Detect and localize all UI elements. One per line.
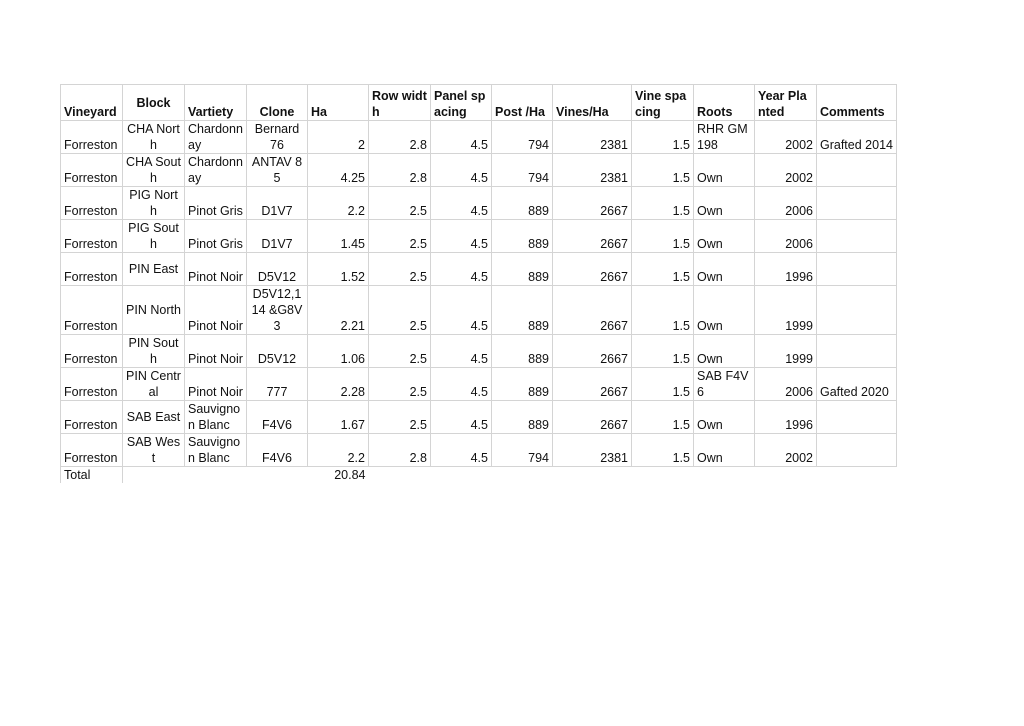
cell-ha: 4.25 <box>308 154 369 187</box>
cell-vines-ha: 2667 <box>553 187 632 220</box>
cell-row-width: 2.5 <box>369 335 431 368</box>
header-year-planted: Year Planted <box>755 85 817 121</box>
cell-row-width: 2.8 <box>369 434 431 467</box>
cell-roots: Own <box>694 286 755 335</box>
cell-clone: D5V12 <box>247 253 308 286</box>
header-roots: Roots <box>694 85 755 121</box>
cell-block: PIN North <box>123 286 185 335</box>
cell-vineyard: Forreston <box>61 368 123 401</box>
cell-comments <box>817 434 897 467</box>
cell-variety: Pinot Noir <box>185 368 247 401</box>
cell-vineyard: Forreston <box>61 401 123 434</box>
cell-clone: Bernard 76 <box>247 121 308 154</box>
cell-ha: 2.2 <box>308 187 369 220</box>
cell-panel-spacing: 4.5 <box>431 187 492 220</box>
cell-vines-ha: 2667 <box>553 335 632 368</box>
cell-post-ha: 889 <box>492 187 553 220</box>
cell-clone: F4V6 <box>247 401 308 434</box>
cell-year-planted: 2002 <box>755 434 817 467</box>
cell-block: CHA North <box>123 121 185 154</box>
header-clone: Clone <box>247 85 308 121</box>
cell-roots: Own <box>694 335 755 368</box>
header-vines-ha: Vines/Ha <box>553 85 632 121</box>
header-row <box>61 85 897 121</box>
cell-clone: F4V6 <box>247 434 308 467</box>
cell-comments <box>817 253 897 286</box>
cell-comments <box>817 286 897 335</box>
cell-post-ha: 794 <box>492 434 553 467</box>
cell-block: PIG North <box>123 187 185 220</box>
cell-row-width: 2.5 <box>369 401 431 434</box>
cell-year-planted: 2006 <box>755 187 817 220</box>
cell-roots: Own <box>694 253 755 286</box>
cell-post-ha: 889 <box>492 401 553 434</box>
cell-variety: Chardonnay <box>185 154 247 187</box>
table-body <box>61 121 897 467</box>
cell-panel-spacing: 4.5 <box>431 253 492 286</box>
cell-vine-spacing: 1.5 <box>632 434 694 467</box>
cell-vine-spacing: 1.5 <box>632 220 694 253</box>
cell-panel-spacing: 4.5 <box>431 220 492 253</box>
cell-ha: 2.2 <box>308 434 369 467</box>
cell-roots: Own <box>694 187 755 220</box>
cell-clone: ANTAV 85 <box>247 154 308 187</box>
cell-year-planted: 2006 <box>755 220 817 253</box>
cell-row-width: 2.8 <box>369 121 431 154</box>
cell-year-planted: 2002 <box>755 154 817 187</box>
cell-comments <box>817 220 897 253</box>
cell-vines-ha: 2667 <box>553 286 632 335</box>
cell-vine-spacing: 1.5 <box>632 401 694 434</box>
cell-year-planted: 1999 <box>755 286 817 335</box>
cell-vine-spacing: 1.5 <box>632 286 694 335</box>
cell-post-ha: 889 <box>492 253 553 286</box>
cell-row-width: 2.8 <box>369 154 431 187</box>
cell-row-width: 2.5 <box>369 368 431 401</box>
cell-vineyard: Forreston <box>61 434 123 467</box>
cell-year-planted: 1996 <box>755 253 817 286</box>
table-row <box>61 121 897 154</box>
table-row <box>61 187 897 220</box>
cell-comments: Gafted 2020 <box>817 368 897 401</box>
cell-block: PIG South <box>123 220 185 253</box>
cell-variety: Pinot Gris <box>185 187 247 220</box>
cell-roots: Own <box>694 220 755 253</box>
table-row <box>61 220 897 253</box>
header-vineyard: Vineyard <box>61 85 123 121</box>
cell-roots: Own <box>694 154 755 187</box>
cell-panel-spacing: 4.5 <box>431 368 492 401</box>
vineyard-blocks-table <box>60 84 897 483</box>
cell-post-ha: 889 <box>492 220 553 253</box>
cell-variety: Pinot Noir <box>185 286 247 335</box>
cell-vines-ha: 2667 <box>553 401 632 434</box>
cell-panel-spacing: 4.5 <box>431 154 492 187</box>
cell-year-planted: 2006 <box>755 368 817 401</box>
cell-vineyard: Forreston <box>61 187 123 220</box>
cell-block: PIN South <box>123 335 185 368</box>
total-ha: 20.84 <box>334 468 366 482</box>
header-ha: Ha <box>308 85 369 121</box>
cell-block: SAB East <box>123 401 185 434</box>
cell-clone: 777 <box>247 368 308 401</box>
cell-vine-spacing: 1.5 <box>632 187 694 220</box>
table-row <box>61 368 897 401</box>
cell-row-width: 2.5 <box>369 220 431 253</box>
cell-vines-ha: 2667 <box>553 253 632 286</box>
cell-block: PIN Central <box>123 368 185 401</box>
cell-vines-ha: 2667 <box>553 368 632 401</box>
cell-vine-spacing: 1.5 <box>632 121 694 154</box>
header-comments: Comments <box>817 85 897 121</box>
cell-vine-spacing: 1.5 <box>632 368 694 401</box>
total-row <box>61 467 897 484</box>
header-post-ha: Post /Ha <box>492 85 553 121</box>
cell-variety: Sauvignon Blanc <box>185 401 247 434</box>
cell-variety: Sauvignon Blanc <box>185 434 247 467</box>
table-row <box>61 253 897 286</box>
cell-vineyard: Forreston <box>61 335 123 368</box>
cell-comments <box>817 401 897 434</box>
header-block: Block <box>123 85 185 121</box>
cell-roots: Own <box>694 434 755 467</box>
cell-panel-spacing: 4.5 <box>431 286 492 335</box>
cell-ha: 1.45 <box>308 220 369 253</box>
cell-clone: D5V12,114 &G8V3 <box>247 286 308 335</box>
cell-vine-spacing: 1.5 <box>632 154 694 187</box>
cell-variety: Pinot Noir <box>185 335 247 368</box>
cell-row-width: 2.5 <box>369 286 431 335</box>
cell-clone: D1V7 <box>247 187 308 220</box>
cell-panel-spacing: 4.5 <box>431 121 492 154</box>
cell-vineyard: Forreston <box>61 253 123 286</box>
cell-year-planted: 1999 <box>755 335 817 368</box>
cell-clone: D1V7 <box>247 220 308 253</box>
cell-ha: 2 <box>308 121 369 154</box>
cell-comments <box>817 154 897 187</box>
cell-comments: Grafted 2014 <box>817 121 897 154</box>
table-row <box>61 154 897 187</box>
cell-block: SAB West <box>123 434 185 467</box>
cell-year-planted: 1996 <box>755 401 817 434</box>
cell-ha: 2.21 <box>308 286 369 335</box>
cell-panel-spacing: 4.5 <box>431 335 492 368</box>
cell-vines-ha: 2381 <box>553 434 632 467</box>
cell-post-ha: 794 <box>492 154 553 187</box>
cell-roots: Own <box>694 401 755 434</box>
total-label: Total <box>61 467 123 484</box>
cell-vineyard: Forreston <box>61 220 123 253</box>
cell-vineyard: Forreston <box>61 121 123 154</box>
cell-ha: 1.52 <box>308 253 369 286</box>
cell-vines-ha: 2381 <box>553 121 632 154</box>
cell-clone: D5V12 <box>247 335 308 368</box>
cell-variety: Pinot Noir <box>185 253 247 286</box>
header-row-width: Row width <box>369 85 431 121</box>
cell-vine-spacing: 1.5 <box>632 335 694 368</box>
cell-post-ha: 889 <box>492 335 553 368</box>
cell-variety: Chardonnay <box>185 121 247 154</box>
cell-vineyard: Forreston <box>61 154 123 187</box>
cell-vineyard: Forreston <box>61 286 123 335</box>
cell-roots: SAB F4V6 <box>694 368 755 401</box>
header-vine-spacing: Vine spacing <box>632 85 694 121</box>
cell-panel-spacing: 4.5 <box>431 434 492 467</box>
table-row <box>61 401 897 434</box>
cell-post-ha: 794 <box>492 121 553 154</box>
cell-row-width: 2.5 <box>369 187 431 220</box>
cell-ha: 2.28 <box>308 368 369 401</box>
cell-vine-spacing: 1.5 <box>632 253 694 286</box>
table-row <box>61 286 897 335</box>
cell-row-width: 2.5 <box>369 253 431 286</box>
cell-comments <box>817 335 897 368</box>
cell-panel-spacing: 4.5 <box>431 401 492 434</box>
cell-ha: 1.06 <box>308 335 369 368</box>
cell-ha: 1.67 <box>308 401 369 434</box>
table-row <box>61 335 897 368</box>
cell-block: PIN East <box>123 253 185 286</box>
cell-variety: Pinot Gris <box>185 220 247 253</box>
table-row <box>61 434 897 467</box>
cell-comments <box>817 187 897 220</box>
cell-post-ha: 889 <box>492 286 553 335</box>
cell-block: CHA South <box>123 154 185 187</box>
cell-vines-ha: 2381 <box>553 154 632 187</box>
cell-roots: RHR GM198 <box>694 121 755 154</box>
cell-year-planted: 2002 <box>755 121 817 154</box>
header-panel-spacing: Panel spacing <box>431 85 492 121</box>
header-variety: Vartiety <box>185 85 247 121</box>
cell-post-ha: 889 <box>492 368 553 401</box>
cell-vines-ha: 2667 <box>553 220 632 253</box>
